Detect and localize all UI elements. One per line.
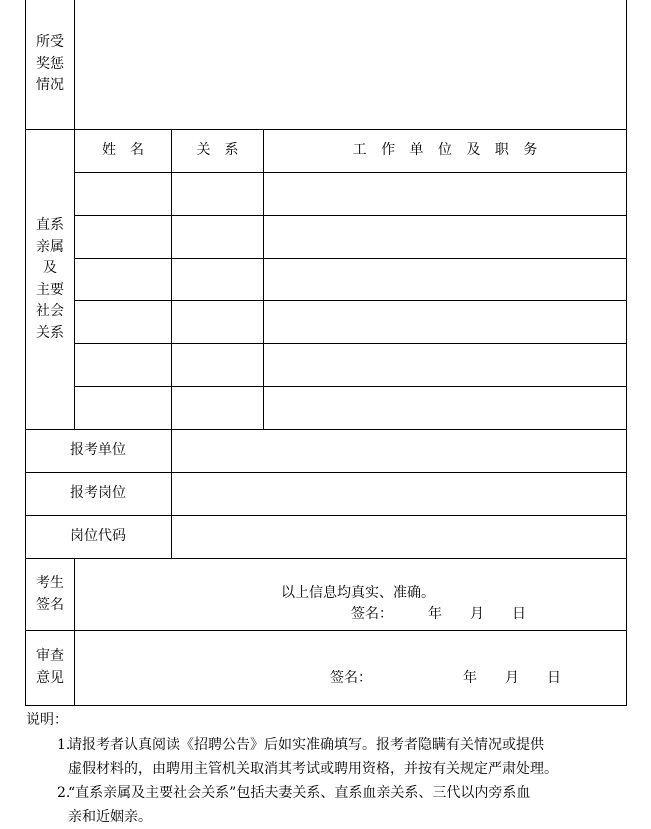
column-header-relation: 关 系 <box>196 142 239 158</box>
review-label <box>25 646 75 689</box>
candidate-sign-date-line: 签名： 年 月 日 <box>351 606 526 622</box>
post-code-label: 岗位代码 <box>70 528 126 544</box>
review-label-line: 意见 <box>36 669 64 686</box>
note-text-line: 虚假材料的，由聘用主管机关取消其考试或聘用资格，并按有关规定严肃处理。 <box>68 761 558 777</box>
candidate-sign-label <box>25 573 75 616</box>
awards-label-line: 奖惩 <box>36 55 64 72</box>
relative-name-cell[interactable] <box>75 259 171 300</box>
relative-relation-cell[interactable] <box>172 387 263 429</box>
registration-form-table <box>25 0 627 706</box>
awards-input-area[interactable] <box>75 0 626 129</box>
note-text-line: 请报考者认真阅读《招聘公告》后如实准确填写。报考者隐瞒有关情况或提供 <box>68 737 544 753</box>
awards-label-line: 情况 <box>36 77 64 93</box>
candidate-sign-bottom-line <box>25 630 627 631</box>
relative-name-cell[interactable] <box>75 387 171 429</box>
relative-relation-cell[interactable] <box>172 216 263 258</box>
relatives-label-line: 关系 <box>36 324 64 341</box>
note-text <box>68 733 642 781</box>
note-text-line: “直系亲属及主要社会关系”包括夫妻关系、直系血亲关系、三代以内旁系血 <box>68 785 531 801</box>
relative-work-cell[interactable] <box>264 216 626 258</box>
apply-post-label: 报考岗位 <box>70 485 126 501</box>
info-rows-divider <box>171 429 172 558</box>
relative-work-cell[interactable] <box>264 387 626 429</box>
awards-bottom-line <box>25 129 627 130</box>
table-border-bottom <box>25 705 627 706</box>
relative-name-cell[interactable] <box>75 344 171 386</box>
relative-work-cell[interactable] <box>264 301 626 343</box>
relative-relation-cell[interactable] <box>172 259 263 300</box>
review-label-line: 审查 <box>36 648 64 664</box>
note-text <box>68 781 642 829</box>
review-sign-date-line: 签名： 年 月 日 <box>330 670 561 686</box>
apply-unit-field[interactable] <box>175 430 625 472</box>
relatives-label-line: 社会 <box>36 303 64 319</box>
candidate-sign-label-line: 考生 <box>36 575 64 591</box>
column-header-name: 姓 名 <box>102 142 144 158</box>
relative-work-cell[interactable] <box>264 173 626 215</box>
apply-unit-label: 报考单位 <box>70 442 126 458</box>
apply-post-field[interactable] <box>175 473 625 515</box>
notes-title: 说明： <box>26 712 68 728</box>
relatives-label-line: 直系 <box>36 217 64 233</box>
relatives-label-line: 亲属 <box>36 238 64 255</box>
note-number: 2. <box>57 785 71 801</box>
post-code-field[interactable] <box>175 516 625 558</box>
relatives-label-line: 及 <box>43 260 57 276</box>
relative-name-cell[interactable] <box>75 301 171 343</box>
relative-work-cell[interactable] <box>264 344 626 386</box>
column-header-work: 工 作 单 位 及 职 务 <box>352 142 538 158</box>
relative-name-cell[interactable] <box>75 173 171 215</box>
note-number: 1. <box>57 737 71 753</box>
relatives-label <box>25 215 75 344</box>
candidate-declaration: 以上信息均真实、准确。 <box>281 585 435 601</box>
post-code-bottom-line <box>25 558 627 559</box>
awards-label <box>25 32 75 97</box>
candidate-sign-label-line: 签名 <box>36 596 64 613</box>
relatives-label-line: 主要 <box>36 281 64 298</box>
relative-relation-cell[interactable] <box>172 173 263 215</box>
table-border-right <box>626 0 627 706</box>
note-text-line: 亲和近姻亲。 <box>68 809 152 825</box>
relative-relation-cell[interactable] <box>172 344 263 386</box>
awards-label-line: 所受 <box>36 34 64 50</box>
relative-name-cell[interactable] <box>75 216 171 258</box>
relative-relation-cell[interactable] <box>172 301 263 343</box>
relative-work-cell[interactable] <box>264 259 626 300</box>
